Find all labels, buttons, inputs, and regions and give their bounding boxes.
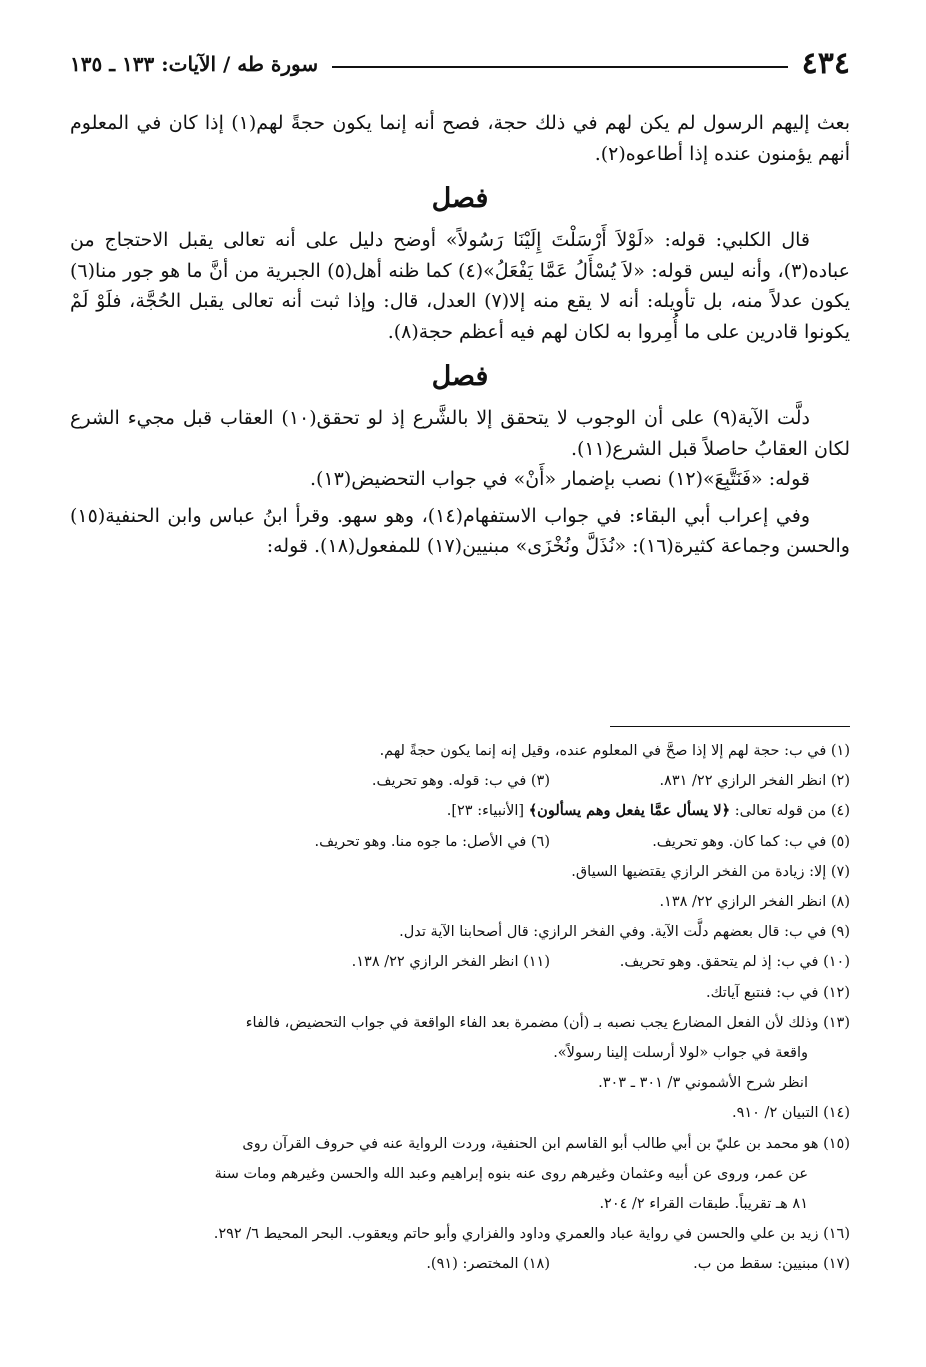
footnote: (١٦) زيد بن علي والحسن في رواية عباد والعمري وداود والفزاري وأبو حاتم ويعقوب. البحر المحيط ٦/ ٢٩٢. <box>213 1226 850 1243</box>
footnote: (١٣) وذلك لأن الفعل المضارع يجب نصبه بـ (أن) مضمرة بعد الفاء الواقعة في جواب التحضيض، فالفاء <box>245 1014 850 1031</box>
footnote-pair <box>70 947 850 977</box>
paragraph: وفي إعراب أبي البقاء: في جواب الاستفهام(١٤)، وهو سهو. وقرأ ابنُ عباس وابن الحنفية(١٥) والحسن وجماعة كثيرة(١٦): «نُذَلَّ ونُخْزَى» مبنيين(١٧) للمفعول(١٨). قوله: <box>70 504 850 557</box>
footnote: (١) في ب: حجة لهم إلا إذا صحَّ في المعلوم عنده، وقيل إنه إنما يكون حجةً لهم. <box>379 743 850 759</box>
section-heading: فصل <box>431 183 489 214</box>
section-heading: فصل <box>431 361 489 392</box>
footnote-pair <box>70 1249 850 1279</box>
footnote: (٥) في ب: كما كان. وهو تحريف. <box>652 833 850 850</box>
running-title: سورة طه / الآيات: ١٣٣ ـ ١٣٥ <box>70 52 319 76</box>
footnote: (٧) إلا: زيادة من الفخر الرازي يقتضيها السياق. <box>571 863 850 880</box>
paragraph: بعث إليهم الرسول لم يكن لهم في ذلك حجة، فصح أنه إنما يكون حجةً لهم(١) إذا كان في المعلوم أنهم يؤمنون عنده إذا أطاعوه(٢). <box>70 112 850 165</box>
footnote-continuation: عن عمر، وروى عن أبيه وعثمان وغيرهم روى عنه بنوه إبراهيم وعبد الله والحسن وغيرهم ومات سنة <box>214 1165 808 1182</box>
paragraph: قال الكلبي: قوله: «لَوْلاَ أَرْسَلْتَ إِلَيْنَا رَسُولاً» أوضح دليل على أنه تعالى يقبل الاحتجاج من عباده(٣)، وأنه ليس قوله: «لاَ يُسْأَلُ عَمَّا يَفْعَلُ»(٤) كما ظنه أهل(٥) الجبرية من أنَّ ما هو جور منا(٦) يكون عدلاً منه، بل تأويله: أنه لا يقع منه إلا(٧) العدل، قال: وإذا ثبت أنه تعالى يقبل الحُجَّة، فلَوْ لَمْ يكونوا قادرين على ما أُمِروا به لكان لهم فيه أعظم حجة(٨). <box>70 229 850 343</box>
footnote-separator <box>610 726 850 727</box>
footnote: (١٢) في ب: فنتبع آياتك. <box>705 984 850 1001</box>
footnote-text: (٤) من قوله تعالى: <box>730 803 850 820</box>
footnote: (١٤) التبيان ٢/ ٩١٠. <box>731 1105 850 1122</box>
page-number: ٤٣٤ <box>801 46 850 81</box>
footnote: (٦) في الأصل: ما جوه منا. وهو تحريف. <box>314 833 550 850</box>
footnote: (٩) في ب: قال بعضهم دلَّت الآية. وفي الفخر الرازي: قال أصحابنا الآية تدل. <box>399 924 850 941</box>
footnote: (١٠) في ب: إذ لم يتحقق. وهو تحريف. <box>619 954 850 971</box>
footnote: (٨) انظر الفخر الرازي ٢٢/ ١٣٨. <box>659 894 850 911</box>
footnote: (١٥) هو محمد بن عليّ بن أبي طالب أبو القاسم ابن الحنفية، وردت الرواية عنه في حروف القرآن روى <box>242 1135 850 1152</box>
footnote: (١١) انظر الفخر الرازي ٢٢/ ١٣٨. <box>351 954 550 971</box>
footnote-pair <box>70 827 850 857</box>
footnote: (٣) في ب: قوله. وهو تحريف. <box>371 773 550 790</box>
footnote-continuation: انظر شرح الأشموني ٣/ ٣٠١ ـ ٣٠٣. <box>598 1075 808 1092</box>
footnotes <box>70 736 850 1280</box>
footnote <box>70 796 850 826</box>
header-rule <box>332 66 788 68</box>
footnote: (١٨) المختصر: (٩١). <box>426 1256 550 1273</box>
page-header <box>70 44 850 84</box>
main-text <box>70 108 850 562</box>
quran-verse: ﴿لا يسأل عمَّا يفعل وهم يسألون﴾ <box>528 802 731 820</box>
footnote-continuation: واقعة في جواب «لولا أرسلت إلينا رسولاً». <box>553 1045 808 1062</box>
footnote-pair <box>70 766 850 796</box>
footnote-text: [الأنبياء: ٢٣]. <box>446 803 529 820</box>
paragraph: دلَّت الآية(٩) على أن الوجوب لا يتحقق إلا بالشَّرع إذ لو تحقق(١٠) العقاب قبل مجيء الشرع لكان العقابُ حاصلاً قبل الشرع(١١). <box>70 407 850 460</box>
footnote-continuation: ٨١ هـ تقريباً. طبقات القراء ٢/ ٢٠٤. <box>599 1196 808 1213</box>
footnote: (٢) انظر الفخر الرازي ٢٢/ ٨٣١. <box>659 773 850 790</box>
footnote: (١٧) مبنيين: سقط من ب. <box>693 1256 850 1273</box>
paragraph: قوله: «فَنَتَّبِعَ»(١٢) نصب بإضمار «أَنْ» في جواب التحضيض(١٣). <box>310 468 810 490</box>
